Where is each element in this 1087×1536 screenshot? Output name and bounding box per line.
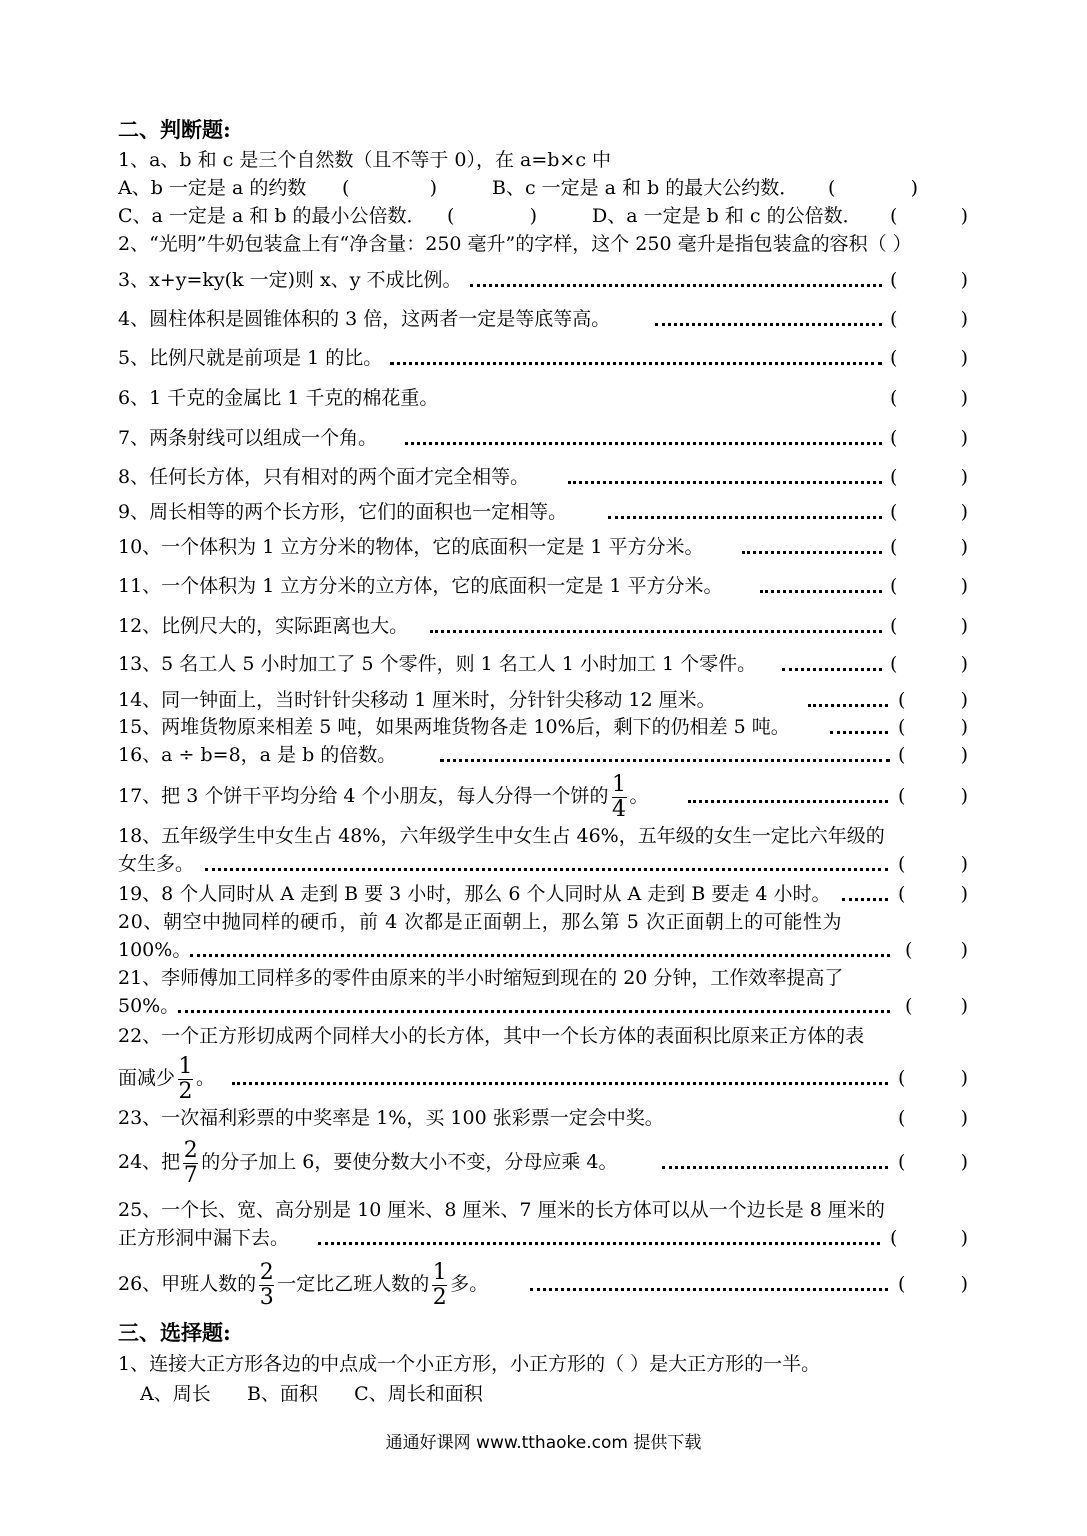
q26-denominator-1: 3 (259, 1284, 274, 1310)
q22-leader-dots (232, 1079, 888, 1085)
q1-option-d: D、a 一定是 b 和 c 的公倍数． (592, 205, 862, 227)
q20-leader-dots (190, 951, 890, 957)
q17-before: 17、把 3 个饼干平均分给 4 个小朋友，每人分得一个饼的 (118, 785, 609, 807)
q26-numerator-1: 2 (259, 1259, 274, 1285)
q1-stem: 1、a、b 和 c 是三个自然数（且不等于 0），在 a=b×c 中 (118, 149, 612, 171)
q3-leader-dots (470, 281, 882, 287)
worksheet-page: 二、判断题: 1、a、b 和 c 是三个自然数（且不等于 0），在 a=b×c 中 A、b 一定是 a 的约数 ( ) B、c 一定是 a 和 b 的最大公约数． ( ) C、a 一定是 a 和 b 的最小公倍数． ( ) D、a 一定是 b 和 c 的公倍数． 2、“光明”牛奶包装盒上有“净含量：250 毫升”的字样，这个 250 毫升是指包装盒的容积（ ） 3、x+y=ky(k 一定)则 x、y 不成比例。 4、圆柱体积是圆锥体积的 3 倍，这两者一定是等底等高。 5、比例尺就是前项是 1 的比。 6、1 千克的金属比 1 千克的棉花重。 7、两条射线可以组成一个角。 8、任何长方体，只有相对的两个面才完全相等。 9、周长相等的两个长方形，它们的面积也一定相等。 10、一个体积为 1 立方分米的物体，它的底面积一定是 1 平方分米。 11、一个体积为 1 立方分米的立方体，它的底面积一定是 1 平方分米。 12、比例尺大的，实际距离也大。 13、5 名工人 5 小时加工了 5 个零件，则 1 名工人 1 小时加工 1 个零件。 14、同一钟面上，当时针针尖移动 1 厘米时，分针针尖移动 12 厘米。 15、两堆货物原来相差 5 吨，如果两堆货物各走 10%后，剩下的仍相差 5 吨。 16、a ÷ b=8，a 是 b 的倍数。 17、把 3 个饼干平均分给 4 个小朋友，每人分得一个饼的 $\frac{1}{4}$ 。 18、五年级学生中女生占 48%，六年级学生中女生占 46%，五年级的女生一定比六年级的 女生多。 19、8 个人同时从 A 走到 B 要 3 小时，那么 6 个人同时从 A 走到 B 要走 4 小时。 20、朝空中抛同样的硬币，前 4 次都是正面朝上，那么第 5 次正面朝上的可能性为 100%。 21、李师傅加工同样多的零件由原来的半小时缩短到现在的 20 分钟，工作效率提高了 50%。 22、一个正方形切成两个同样大小的长方体，其中一个长方体的表面积比原来正方体的表 面减少 $\frac{1}{2}$ 。 23、一次福利彩票的中奖率是 1%，买 100 张彩票一定会中奖。 24、把 $\frac{2}{7}$ 的分子加上 6，要使分数大小不变，分母应乘 4。 25、一个长、宽、高分别是 10 厘米、8 厘米、7 厘米的长方体可以从一个边长是 8 厘米的 正方形洞中漏下去。 26、甲班人数的 $\frac{2}{3}$ 一定比乙班人数的 $\frac{1}{2}$ 多。 三、选择题: 1、连接大正方形各边的中点成一个小正方形，小正方形的（ ）是大正方形的一半。 A、周长 B、面积 C、周长和面积 通通好课网 www.tthaoke.com 提供下载 (0, 0, 1087, 1536)
q24-text (118, 1138, 617, 1188)
q26-fraction-2 (432, 1261, 447, 1310)
q12-leader-dots (430, 627, 882, 633)
q26-denominator-2: 2 (432, 1284, 447, 1310)
q4-leader-dots (655, 320, 882, 326)
q26-fraction-1 (259, 1261, 274, 1310)
q22-fraction (178, 1055, 193, 1104)
section-3-title: 三、选择题: (118, 1320, 231, 1345)
q18-leader-dots (205, 865, 888, 871)
q21-line2: 50%。 (118, 995, 180, 1017)
q25-line1: 25、一个长、宽、高分别是 10 厘米、8 厘米、7 厘米的长方体可以从一个边长是 8 厘米的 (118, 1199, 885, 1221)
q1-option-b: B、c 一定是 a 和 b 的最大公约数． (492, 177, 799, 199)
q21-line1: 21、李师傅加工同样多的零件由原来的半小时缩短到现在的 20 分钟，工作效率提高了 (118, 967, 844, 989)
q15-text: 15、两堆货物原来相差 5 吨，如果两堆货物各走 10%后，剩下的仍相差 5 吨。 (118, 716, 790, 738)
q17-after: 。 (629, 785, 649, 807)
q18-line1: 18、五年级学生中女生占 48%，六年级学生中女生占 46%，五年级的女生一定比六年级的 (118, 825, 885, 847)
q24-before: 24、把 (118, 1151, 181, 1173)
q22-line2 (118, 1054, 215, 1104)
q10-leader-dots (742, 548, 882, 554)
q24-fraction (183, 1139, 198, 1188)
s3-q1-stem: 1、连接大正方形各边的中点成一个小正方形，小正方形的（ ）是大正方形的一半。 (118, 1353, 821, 1375)
q6-text: 6、1 千克的金属比 1 千克的棉花重。 (118, 387, 439, 409)
q24-numerator: 2 (183, 1137, 198, 1163)
q22-before: 面减少 (118, 1067, 176, 1089)
q17-text (118, 772, 649, 822)
q11-leader-dots (760, 587, 882, 593)
q12-text: 12、比例尺大的，实际距离也大。 (118, 615, 409, 637)
q24-after: 的分子加上 6，要使分数大小不变，分母应乘 4。 (201, 1151, 618, 1173)
q16-text: 16、a ÷ b=8，a 是 b 的倍数。 (118, 744, 397, 766)
q20-line2: 100%。 (118, 939, 192, 961)
q19-leader-dots (842, 895, 888, 901)
q19-text: 19、8 个人同时从 A 走到 B 要 3 小时，那么 6 个人同时从 A 走到 B 要走 4 小时。 (118, 883, 831, 905)
q14-text: 14、同一钟面上，当时针针尖移动 1 厘米时，分针针尖移动 12 厘米。 (118, 689, 716, 711)
q26-text (118, 1260, 488, 1310)
q15-leader-dots (830, 728, 888, 734)
q3-text: 3、x+y=ky(k 一定)则 x、y 不成比例。 (118, 269, 462, 291)
q26-before: 26、甲班人数的 (118, 1273, 257, 1295)
q16-leader-dots (440, 756, 890, 762)
q4-text: 4、圆柱体积是圆锥体积的 3 倍，这两者一定是等底等高。 (118, 308, 611, 330)
q24-denominator: 7 (183, 1162, 198, 1188)
q1-option-c: C、a 一定是 a 和 b 的最小公倍数． (118, 205, 426, 227)
q25-leader-dots (318, 1239, 880, 1245)
q22-after: 。 (196, 1067, 216, 1089)
q17-fraction (612, 773, 627, 822)
q7-text: 7、两条射线可以组成一个角。 (118, 427, 378, 449)
footer-source: 通通好课网 www.tthaoke.com 提供下载 (385, 1433, 702, 1453)
q13-leader-dots (782, 665, 882, 671)
q26-leader-dots (530, 1285, 888, 1291)
q11-text: 11、一个体积为 1 立方分米的立方体，它的底面积一定是 1 平方分米。 (118, 575, 723, 597)
q8-text: 8、任何长方体，只有相对的两个面才完全相等。 (118, 466, 530, 488)
q10-text: 10、一个体积为 1 立方分米的物体，它的底面积一定是 1 平方分米。 (118, 536, 704, 558)
q26-numerator-2: 1 (432, 1259, 447, 1285)
q13-text: 13、5 名工人 5 小时加工了 5 个零件，则 1 名工人 1 小时加工 1 个零件。 (118, 653, 757, 675)
q17-numerator: 1 (612, 771, 627, 797)
q20-line1: 20、朝空中抛同样的硬币，前 4 次都是正面朝上，那么第 5 次正面朝上的可能性为 (118, 911, 843, 933)
q23-text: 23、一次福利彩票的中奖率是 1%，买 100 张彩票一定会中奖。 (118, 1107, 664, 1129)
q9-leader-dots (608, 513, 882, 519)
q5-text: 5、比例尺就是前项是 1 的比。 (118, 347, 383, 369)
q14-leader-dots (808, 701, 888, 707)
q9-text: 9、周长相等的两个长方形，它们的面积也一定相等。 (118, 501, 568, 523)
q8-leader-dots (568, 478, 882, 484)
q17-leader-dots (688, 797, 888, 803)
q7-leader-dots (405, 439, 882, 445)
q17-denominator: 4 (612, 796, 627, 822)
section-2-title: 二、判断题: (118, 117, 231, 142)
q22-denominator: 2 (178, 1078, 193, 1104)
q1-option-a: A、b 一定是 a 的约数 (118, 177, 307, 199)
s3-q1-options: A、周长 B、面积 C、周长和面积 (140, 1383, 483, 1405)
q26-after: 多。 (450, 1273, 489, 1295)
q5-leader-dots (390, 359, 882, 365)
q21-leader-dots (178, 1007, 890, 1013)
q22-line1: 22、一个正方形切成两个同样大小的长方体，其中一个长方体的表面积比原来正方体的表 (118, 1025, 865, 1047)
q26-middle: 一定比乙班人数的 (277, 1273, 430, 1295)
q2-text: 2、“光明”牛奶包装盒上有“净含量：250 毫升”的字样，这个 250 毫升是指包装盒的容积（ ） (118, 233, 912, 255)
q18-line2: 女生多。 (118, 853, 195, 875)
q22-numerator: 1 (178, 1053, 193, 1079)
q25-line2: 正方形洞中漏下去。 (118, 1227, 290, 1249)
q24-leader-dots (662, 1163, 888, 1169)
